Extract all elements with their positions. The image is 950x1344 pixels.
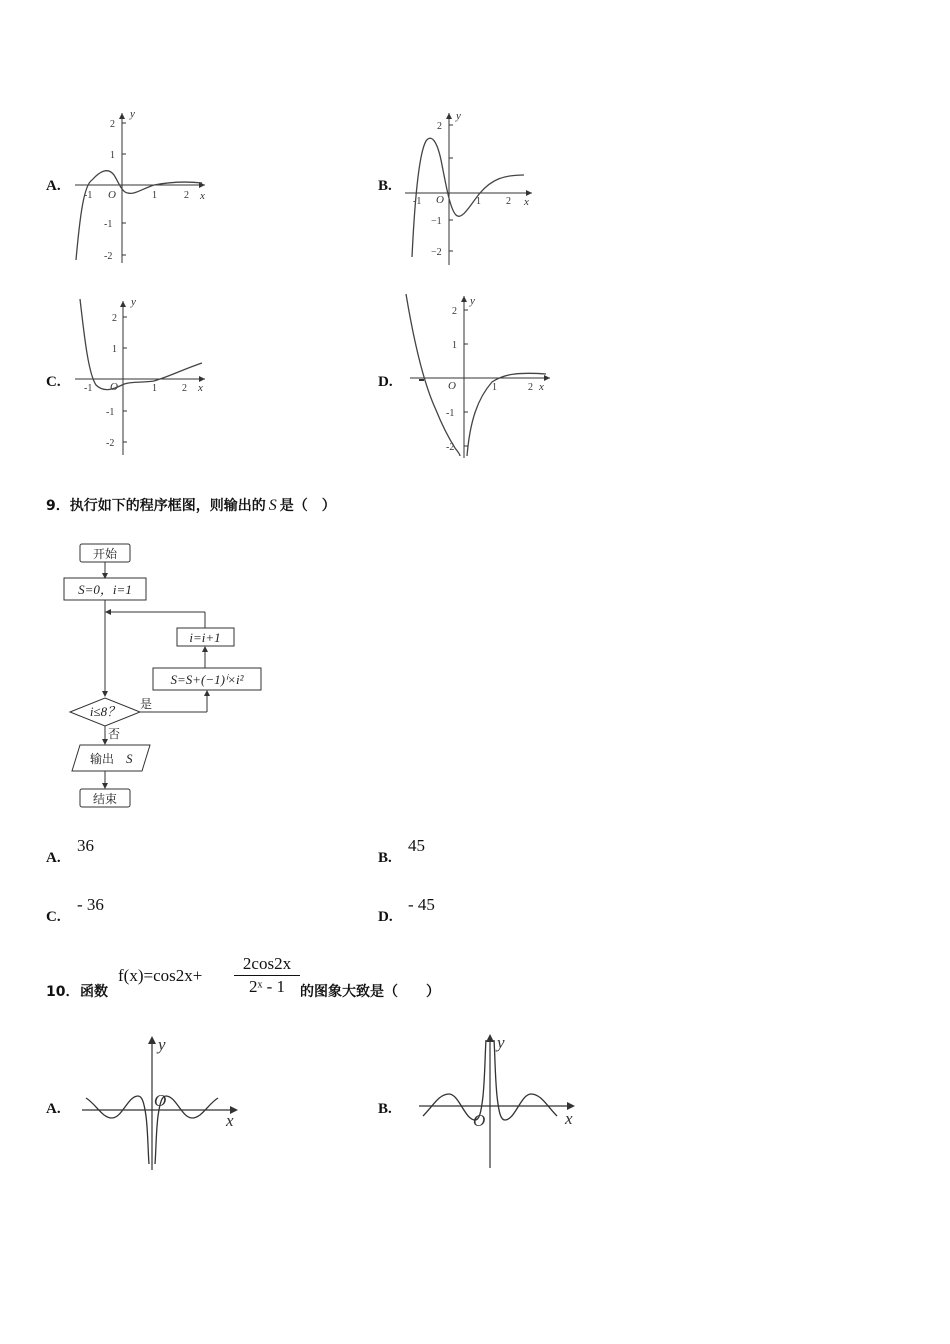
q10a-y-label: y	[158, 1035, 166, 1054]
q8b-x-label: x	[524, 196, 529, 208]
q8c-y-label: y	[131, 296, 136, 308]
fc-increment-text: i=i+1	[189, 630, 221, 645]
q9-var: S	[268, 497, 277, 514]
q10a-origin: O	[154, 1091, 167, 1110]
q8d-tick: 2	[528, 382, 533, 393]
q10-text-before: 函数	[80, 984, 108, 1000]
q10a-x-label: x	[226, 1111, 234, 1130]
q10-graph-b	[415, 1030, 580, 1170]
q8d-tick: 1	[492, 382, 497, 393]
q8b-origin: O	[436, 194, 444, 206]
q10-option-b-label[interactable]: B.	[378, 1101, 392, 1117]
q9-option-c-value[interactable]: - 36	[77, 895, 104, 914]
q8a-tick: -1	[104, 219, 113, 230]
q9-flowchart	[60, 538, 275, 813]
q8d-tick: 1	[452, 340, 457, 351]
fc-output-prefix: 输出	[90, 752, 115, 766]
q8c-tick: 2	[182, 383, 187, 394]
q10-graph-a	[78, 1032, 243, 1172]
fc-no-label: 否	[108, 727, 121, 741]
q8a-tick: 1	[152, 190, 157, 201]
q9-number: 9．	[46, 498, 70, 514]
q8a-y-label: y	[130, 108, 135, 120]
q9-text-before: 执行如下的程序框图，则输出的	[69, 498, 266, 514]
q8-graph-a	[70, 105, 210, 265]
q8a-origin: O	[108, 189, 116, 201]
q8d-origin: O	[448, 380, 456, 392]
q8-graph-c	[70, 293, 210, 458]
q10b-y-label: y	[497, 1033, 505, 1052]
q8d-tick: -1	[446, 408, 455, 419]
q9-text-after: 是（ ）	[279, 498, 336, 514]
q8c-tick: -2	[106, 438, 115, 449]
q8-option-a-label[interactable]: A.	[46, 178, 61, 194]
q8d-x-label: x	[539, 381, 544, 393]
q8c-tick: -1	[106, 407, 115, 418]
q10-option-a-label[interactable]: A.	[46, 1101, 61, 1117]
q8c-tick: -1	[84, 383, 93, 394]
q10-denominator: 2ˣ - 1	[248, 977, 286, 996]
q8b-tick: -1	[413, 196, 422, 207]
q8b-tick: −2	[431, 247, 442, 258]
q8a-tick: -1	[84, 190, 93, 201]
q9-question	[46, 495, 336, 515]
q8c-tick: 2	[112, 313, 117, 324]
q10-function: f(x)=cos2x+	[118, 966, 203, 985]
q8-option-d-label[interactable]: D.	[378, 374, 393, 390]
q8b-tick: 2	[506, 196, 511, 207]
q8-option-b-label[interactable]: B.	[378, 178, 392, 194]
q8-graph-d	[400, 290, 555, 460]
q10-fraction	[234, 954, 300, 997]
q9-option-d-label[interactable]: D.	[378, 909, 393, 925]
q9-option-b-value[interactable]: 45	[408, 836, 425, 855]
q10b-origin: O	[473, 1111, 486, 1130]
q9-option-d-value[interactable]: - 45	[408, 895, 435, 914]
fc-update-text: S=S+(−1)ⁱ×i²	[170, 672, 244, 687]
q9-option-c-label[interactable]: C.	[46, 909, 61, 925]
q8a-tick: 1	[110, 150, 115, 161]
q8c-origin: O	[110, 381, 118, 393]
fc-init-text: S=0，i=1	[78, 582, 132, 597]
fc-yes-label: 是	[140, 697, 153, 711]
q10-text-after: 的图象大致是（ ）	[300, 984, 440, 1000]
q8-graph-b	[400, 105, 540, 265]
fc-condition-text: i≤8？	[89, 704, 121, 719]
q8b-y-label: y	[456, 110, 461, 122]
q10-number: 10．	[46, 984, 80, 1000]
q8c-x-label: x	[198, 382, 203, 394]
q8a-tick: 2	[184, 190, 189, 201]
fc-end-text: 结束	[92, 792, 118, 806]
q8a-tick: -2	[104, 251, 113, 262]
q8d-tick: -2	[446, 442, 455, 453]
q10b-x-label: x	[565, 1109, 573, 1128]
q8b-tick: 2	[437, 121, 442, 132]
fc-start-text: 开始	[92, 547, 118, 561]
q8c-tick: 1	[152, 383, 157, 394]
q8b-tick: 1	[476, 196, 481, 207]
q10-numerator: 2cos2x	[234, 954, 300, 976]
q8a-x-label: x	[200, 190, 205, 202]
q8d-y-label: y	[470, 295, 475, 307]
q9-option-b-label[interactable]: B.	[378, 850, 392, 866]
q8a-tick: 2	[110, 119, 115, 130]
q8b-tick: −1	[431, 216, 442, 227]
q9-option-a-label[interactable]: A.	[46, 850, 61, 866]
q8d-tick: 2	[452, 306, 457, 317]
q9-option-a-value[interactable]: 36	[77, 836, 94, 855]
q8-option-c-label[interactable]: C.	[46, 374, 61, 390]
q8c-tick: 1	[112, 344, 117, 355]
fc-output-var: S	[126, 751, 133, 766]
